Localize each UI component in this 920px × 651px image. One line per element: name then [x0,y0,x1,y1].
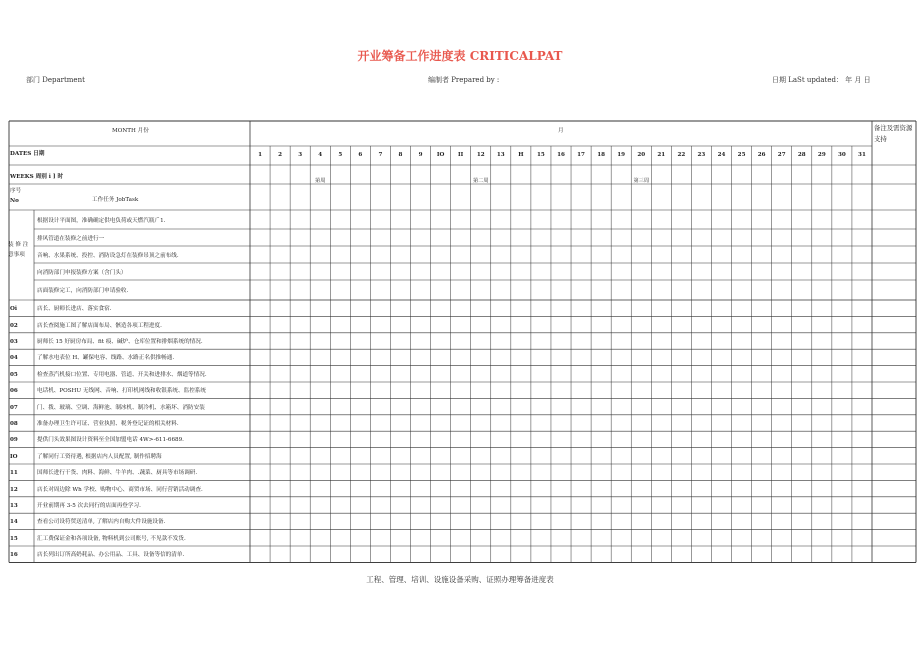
row-number: 13 [10,503,18,509]
section-task: 音响、水果系统、投控、消防设急灯在装修吊顶之前布线. [37,252,179,259]
day-13: 13 [496,152,505,158]
section-task: 店面装修完工，向消防部门申请验收. [37,288,129,294]
day-10: IO [436,152,445,158]
month-label: MONTH 月份 [112,128,149,134]
week-2: 第二周 [472,178,489,184]
task-header: 工作任务 JobTask [92,197,139,203]
row-number: 03 [10,339,18,345]
section-task: 向消防部门申报装修方案（含门头） [37,269,127,276]
day-24: 24 [717,152,726,158]
week-1: 第周 [315,178,326,184]
day-8: 8 [398,152,403,158]
week-3: 第三周 [633,178,650,184]
day-9: 9 [418,152,423,158]
row-number: 16 [10,552,18,559]
row-number: 11 [10,470,18,477]
prepared-by-label: 编制者 Prepared by : [428,76,500,84]
row-task: 店长、厨师长进店、落实食宿. [37,306,112,313]
weeks-label: WEEKS 周别 i ] 时 [10,174,64,180]
row-number: Oi [10,306,17,313]
row-number: 14 [10,519,18,526]
day-4: 4 [318,152,323,158]
row-number: 09 [10,437,18,444]
department-label: 部门 Department [26,76,85,84]
day-12: 12 [476,152,485,158]
row-number: IO [10,453,18,460]
row-number: 05 [10,371,18,378]
row-task: 开业前期再 3-5 次去同行的店面再登学习. [37,503,141,509]
row-number: 15 [10,535,18,542]
day-14: H [518,152,524,158]
row-task: 店长对周边除 Wh 学校、购物中心、商贸市场、同行营销活动调查. [37,486,203,493]
row-number: 02 [10,322,18,329]
day-2: 2 [278,152,283,158]
row-task: 店长查阅施工图了解店面布局、骸造各项工程进度. [37,322,162,329]
day-29: 29 [817,152,826,158]
row-task: 国师长进行干货、肉料、海鲜、牛羊肉、.蔬菜、厨具等市场调研. [37,470,198,477]
row-number: 06 [10,388,18,395]
section-label: 装 修 注 意事项 [8,242,29,258]
row-task: 查看公司设符贸送清单, 了解店内自购大件设施设备. [37,519,166,526]
section-task: 根据设计平面图，准确确定供电负荷或天燃汽瓶⺁1. [37,217,166,224]
day-21: 21 [657,152,666,158]
day-7: 7 [378,152,383,158]
no-label: No [10,198,19,204]
row-task: 店长列出订所高奶耗品、办公用品、工具、设备等信的清单. [37,552,185,559]
row-task: 提供门头效果图设计资料至全国加盟电话 4W>-611-6689. [37,437,184,444]
day-26: 26 [757,152,766,158]
day-5: 5 [338,152,343,158]
day-1: 1 [258,152,262,158]
row-number: 07 [10,404,18,411]
day-27: 27 [777,152,786,158]
row-task: 汇工费保证金和各项设备, 物料机到公司账号, 不见款不发货. [37,535,186,542]
day-11: II [458,152,464,158]
row-task: 了解同行工资待遇, 根据店内人员配置, 制作招聘海 [37,453,162,460]
row-task: 了解水电表位 H、罐保电容、线路、水路正名供推畅通. [37,355,175,362]
remarks-header: 备注及需资源支持 [874,124,913,143]
day-23: 23 [697,152,706,158]
day-17: 17 [577,152,585,158]
page-title: 开业筹备工作进度表 CRITICALPAT [357,49,563,63]
row-task: 准备办理卫生许可证、营业执照、税务登记证的相关材料. [37,421,179,427]
seq-label: 序号 [10,188,22,194]
dates-label: DATES 日期 [10,151,45,157]
row-task: 门、拨、玻璃、空调、海鲜池、制冰机、制冷机、水箱坏、消防安装 [37,404,205,411]
month-value: 月 [558,128,564,134]
day-3: 3 [298,152,303,158]
day-15: 15 [537,152,545,158]
day-6: 6 [358,152,363,158]
day-19: 19 [617,152,626,158]
row-task: 厨师长 15 好厨房布局、fit 痕、碱炉、仓库位置和排烟系统的情况. [37,339,203,345]
day-16: 16 [557,152,565,158]
row-number: 04 [10,355,18,362]
day-20: 20 [637,152,646,158]
section-task: 排风管道在装修之前进行一 [37,235,105,242]
day-25: 25 [737,152,746,158]
row-task: 检查蒸汽机接口位置、专用电器、管道、开关和进排水、烟道等情况. [37,371,207,378]
day-31: 31 [858,152,866,158]
day-22: 22 [677,152,686,158]
row-task: 电话机、POSHU 无线网、音响、打印机网线和收银系统、监控系统 [37,388,206,395]
last-updated-label: 日期 LaSt updated： 年 月 日 [772,76,871,84]
footer-caption: 工程、管理、培训、设施设备采购、证照办理筹备进度表 [366,575,554,584]
row-number: 12 [10,486,18,493]
day-18: 18 [597,152,606,158]
row-number: 08 [10,421,18,427]
day-28: 28 [797,152,806,158]
day-30: 30 [837,152,846,158]
